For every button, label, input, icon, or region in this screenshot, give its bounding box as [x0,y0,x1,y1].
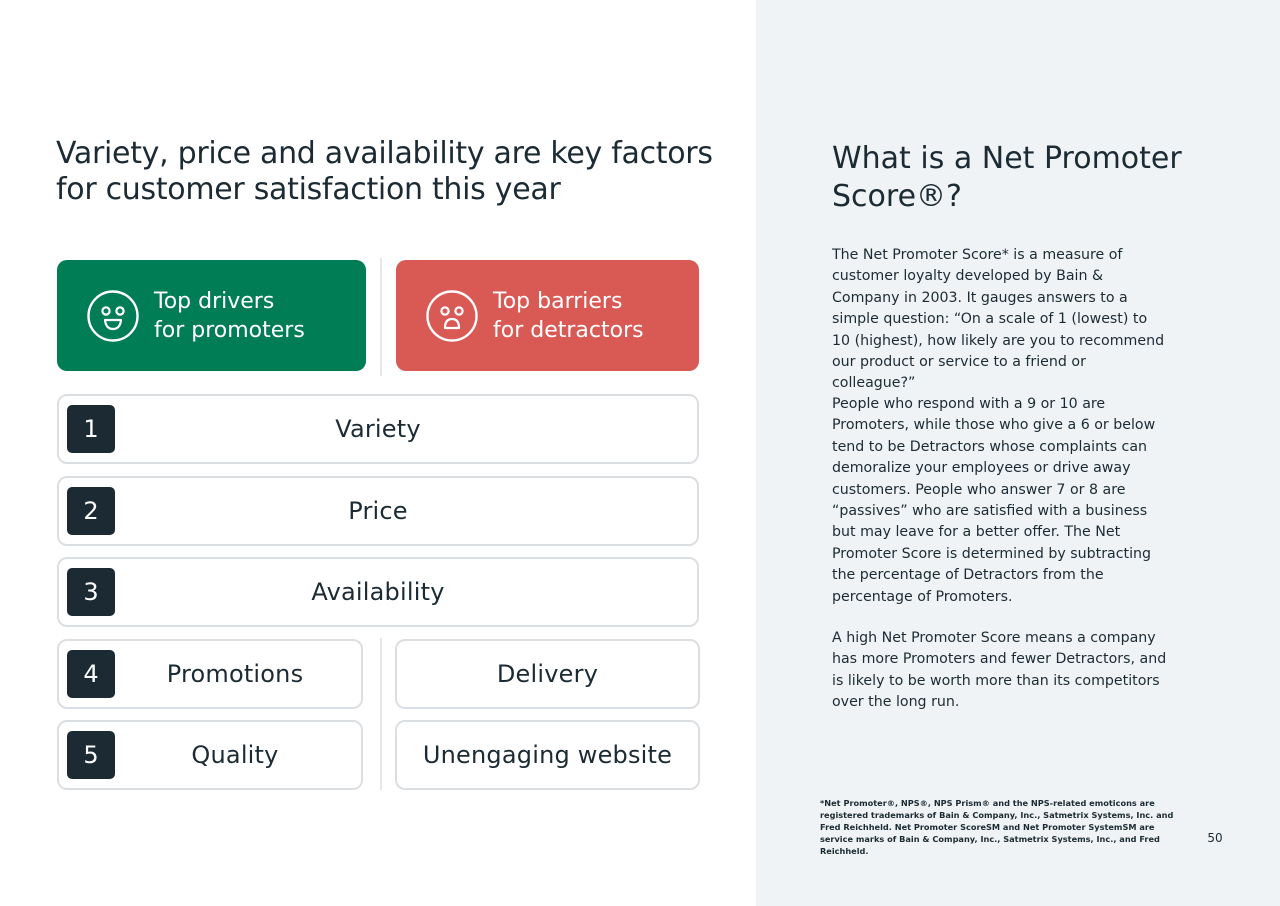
page-title: Variety, price and availability are key factors for customer satisfaction this year [56,136,713,207]
driver-label-quality: Quality [191,741,279,769]
sidebar-paragraph-3: A high Net Promoter Score means a company has more Promoters and fewer Detractors, and is likely to be worth more than its competitors over the long run. [832,630,1167,711]
promoters-header-line-2: for promoters [154,317,305,343]
sidebar-paragraph-1: The Net Promoter Score* is a measure of customer loyalty developed by Bain & Company in 2003. It gauges answers to a simple question: “On a scale of 1 (lowest) to 10 (highest), how likely are you to recommend our product or service to a friend or colleague?” [832,247,1165,392]
driver-label-availability: Availability [311,578,445,606]
column-divider-top [380,258,382,376]
detractors-header-line-2: for detractors [493,317,644,343]
sad-face-icon [425,289,479,343]
rank-row-4-driver [57,639,363,709]
detractors-header-card [396,260,699,371]
driver-label-promotions: Promotions [166,660,304,688]
rank-row-5-driver [57,720,363,790]
detractors-header-text [493,287,644,345]
rank-number-badge: 4 [67,650,115,698]
rank-row-4-barrier [395,639,700,709]
rank-number-badge: 2 [67,487,115,535]
promoters-header-card [57,260,366,371]
smiley-face-icon [86,289,140,343]
sidebar-paragraph-2: People who respond with a 9 or 10 are Promoters, while those who give a 6 or below tend to be Detractors whose complaints can demoralize your employees or drive away customers. People who answer 7 or 8 are “passives” who are satisfied with a business but may leave for a better offer. The Net Promoter Score is determined by subtracting the percentage of Detractors from the percentage of Promoters. [832,396,1156,605]
promoters-header-line-1: Top drivers [154,288,275,314]
detractors-header-line-1: Top barriers [493,288,623,314]
driver-label-variety: Variety [335,415,421,443]
rank-row-2 [57,476,699,546]
promoters-header-text [154,287,305,345]
rank-row-5-barrier [395,720,700,790]
barrier-label-unengaging-website: Unengaging website [422,741,673,769]
rank-number-badge: 3 [67,568,115,616]
trademark-footnote: *Net Promoter®, NPS®, NPS Prism® and the NPS-related emoticons are registered trademarks of Bain & Company, Inc., Satmetrix Systems, Inc. and Fred Reichheld. Net Promoter ScoreSM and Net Promoter SystemSM are service marks of Bain & Company, Inc., Satmetrix Systems, Inc., and Fred Reichheld. [820,798,1174,856]
rank-number-badge: 1 [67,405,115,453]
driver-label-price: Price [348,497,408,525]
rank-row-3 [57,557,699,627]
rank-number-badge: 5 [67,731,115,779]
barrier-label-delivery: Delivery [496,660,599,688]
sidebar-title: What is a Net Promoter Score®? [832,141,1182,214]
column-divider-bottom [380,638,382,790]
rank-row-1 [57,394,699,464]
page-number: 50 [1207,831,1223,845]
